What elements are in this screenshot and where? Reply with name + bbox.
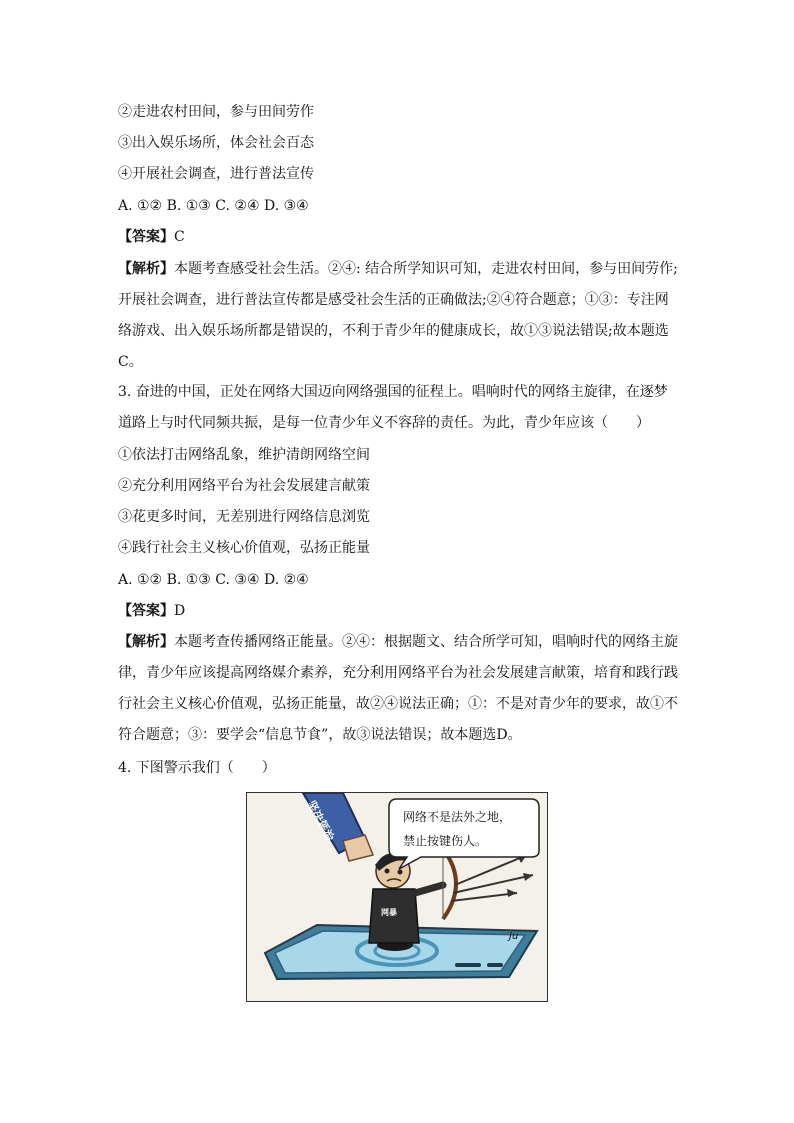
q3-answer [118, 601, 678, 621]
q3-option-3: ③花更多时间，无差别进行网络信息浏览 [118, 509, 370, 525]
analysis-tag: 【解析】 [118, 261, 174, 277]
q2-analysis [118, 254, 678, 378]
q3-option-4: ④践行社会主义核心价值观，弘扬正能量 [118, 540, 370, 556]
artist-signature: Ju [509, 931, 519, 942]
cartoon-illustration [246, 792, 548, 1002]
analysis-text: 本题考查感受社会生活。②④: 结合所学知识可知，走进农村田间，参与田间劳作;开展社会调查，进行普法宣传都是感受社会生活的正确做法;②④符合题意；①③：专注网络游戏、出入娱乐场所都是错误的，不利于青少年的健康成长，故①③说法错误;故本题选C。 [118, 261, 678, 370]
shirt-label: 网暴 [381, 908, 397, 917]
analysis-text: 本题考查传播网络正能量。②④：根据题文、结合所学可知，唱响时代的网络主旋律，青少年应该提高网络媒介素养，充分利用网络平台为社会发展建言献策，培育和践行践行社会主义核心价值观，弘扬正能量，故②④说法正确；①：不是对青少年的要求，故①不符合题意；③：要学会“信息节食”，故③说法错误；故本题选D。 [118, 634, 678, 743]
sleeve-label: 坚决惩治 [304, 798, 337, 844]
q3-option-2: ②充分利用网络平台为社会发展建言献策 [118, 478, 370, 494]
q3-analysis [118, 627, 678, 751]
answer-tag: 【答案】 [118, 229, 174, 245]
cartoon-svg [247, 793, 547, 1001]
answer-value: D [174, 603, 186, 619]
q2-option-4: ④开展社会调查，进行普法宣传 [118, 166, 314, 182]
q3-choices: A. ①② B. ①③ C. ③④ D. ②④ [118, 572, 309, 588]
analysis-tag: 【解析】 [118, 634, 174, 650]
q2-option-3: ③出入娱乐场所，体会社会百态 [118, 135, 314, 151]
answer-value: C [174, 229, 185, 245]
answer-tag: 【答案】 [118, 603, 174, 619]
q4-stem: 4. 下图警示我们（ ） [118, 760, 276, 776]
q2-choices: A. ①② B. ①③ C. ②④ D. ③④ [118, 198, 309, 214]
q2-answer [118, 227, 678, 247]
bubble-line-1: 网络不是法外之地， [403, 810, 512, 824]
q2-option-2: ②走进农村田间，参与田间劳作 [118, 104, 314, 120]
q3-stem: 3. 奋进的中国，正处在网络大国迈向网络强国的征程上。唱响时代的网络主旋律，在逐梦道路上与时代同频共振，是每一位青少年义不容辞的责任。为此，青少年应该（ ） [118, 384, 668, 431]
q3-option-1: ①依法打击网络乱象，维护清朗网络空间 [118, 447, 370, 463]
bubble-line-2: 禁止按键伤人。 [403, 834, 488, 848]
